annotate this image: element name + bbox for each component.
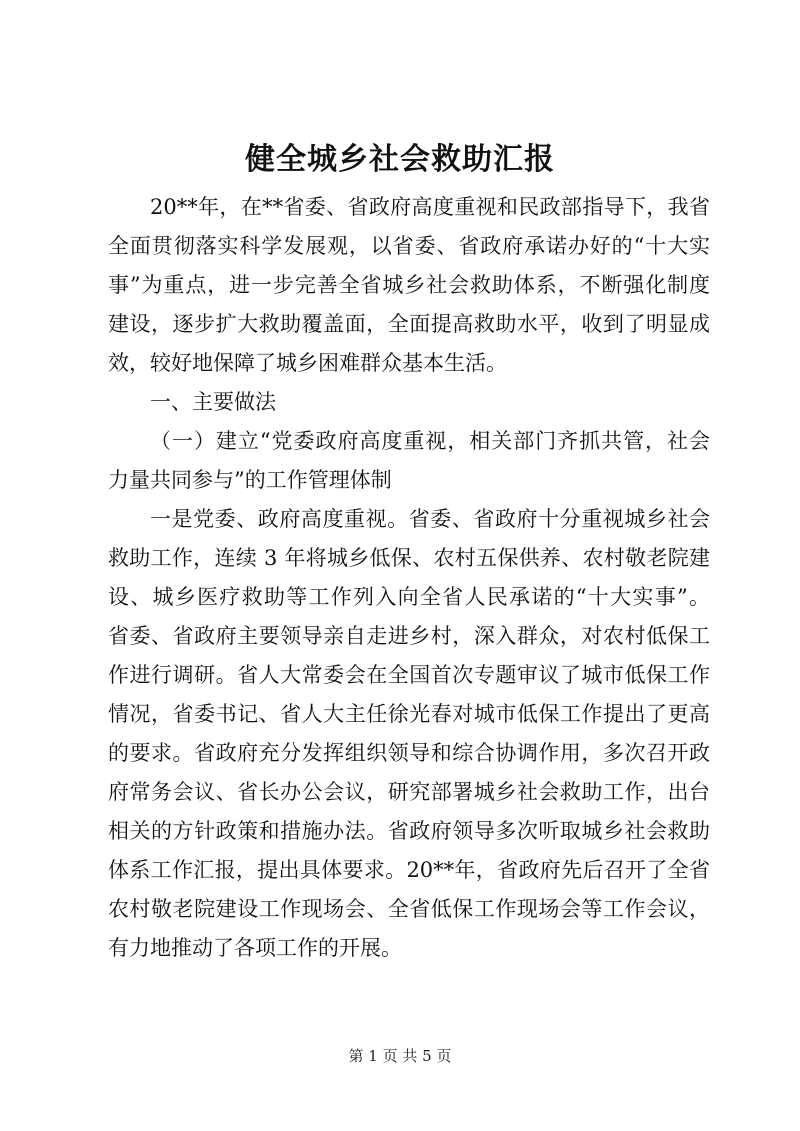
section-heading: 一、主要做法: [150, 390, 276, 414]
paragraph-line: 省委、省政府主要领导亲自走进乡村，深入群众，对农村低保工: [108, 624, 710, 648]
document-title: 健全城乡社会救助汇报: [245, 142, 555, 177]
paragraph-line: 体系工作汇报，提出具体要求。20**年，省政府先后召开了全省: [108, 858, 710, 882]
paragraph-line: 救助工作，连续 3 年将城乡低保、农村五保供养、农村敬老院建: [108, 546, 710, 570]
document-body: [108, 188, 710, 968]
paragraph-line: 农村敬老院建设工作现场会、全省低保工作现场会等工作会议，: [108, 897, 710, 921]
paragraph-line: 一是党委、政府高度重视。省委、省政府十分重视城乡社会: [150, 507, 710, 531]
paragraph-line: 事”为重点，进一步完善全省城乡社会救助体系，不断强化制度: [108, 273, 710, 297]
paragraph-line: 的要求。省政府充分发挥组织领导和综合协调作用，多次召开政: [108, 741, 710, 765]
paragraph-line: 府常务会议、省长办公会议，研究部署城乡社会救助工作，出台: [108, 780, 710, 804]
paragraph-line: 效，较好地保障了城乡困难群众基本生活。: [108, 351, 507, 375]
page-number-footer: 第 1 页 共 5 页: [348, 1047, 452, 1065]
paragraph-line: 情况，省委书记、省人大主任徐光春对城市低保工作提出了更高: [108, 702, 710, 726]
paragraph-line: 设、城乡医疗救助等工作列入向全省人民承诺的“十大实事”。: [108, 585, 710, 609]
paragraph-line: 建设，逐步扩大救助覆盖面，全面提高救助水平，收到了明显成: [108, 312, 710, 336]
subsection-heading-line: （一）建立“党委政府高度重视，相关部门齐抓共管，社会: [150, 429, 710, 453]
paragraph-line: 20**年，在**省委、省政府高度重视和民政部指导下，我省: [150, 195, 710, 219]
subsection-heading-line: 力量共同参与”的工作管理体制: [108, 468, 392, 492]
paragraph-line: 有力地推动了各项工作的开展。: [108, 936, 402, 960]
paragraph-line: 全面贯彻落实科学发展观，以省委、省政府承诺办好的“十大实: [108, 234, 710, 258]
paragraph-line: 作进行调研。省人大常委会在全国首次专题审议了城市低保工作: [108, 663, 710, 687]
paragraph-line: 相关的方针政策和措施办法。省政府领导多次听取城乡社会救助: [108, 819, 710, 843]
